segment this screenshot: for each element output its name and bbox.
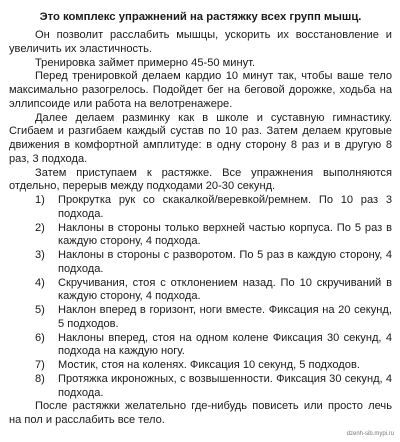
- list-item-number: 1): [35, 194, 45, 206]
- list-item-number: 5): [35, 304, 45, 316]
- list-item-text: Наклоны вперед, стоя на одном колене Фиксация 30 секунд, 4 подхода на каждую ногу.: [58, 331, 392, 358]
- list-item-number: 6): [35, 331, 45, 344]
- list-item-text: Наклоны в стороны только верхней частью корпуса. По 5 раз в каждую сторону, 4 подхода.: [58, 221, 392, 248]
- cardio-paragraph: Перед тренировкой делаем кардио 10 минут так, чтобы ваше тело максимально разогрелось. Подойдет бег на беговой дорожке, ходьба на эллипсоиде или работа на велотренажере.: [9, 70, 392, 110]
- list-item: [9, 359, 392, 373]
- list-item: [9, 304, 392, 332]
- list-item-text: Мостик, стоя на коленях. Фиксация 10 секунд, 5 подходов.: [58, 359, 360, 371]
- stretch-intro-paragraph: Затем приступаем к растяжке. Все упражнения выполняются отдельно, перерыв между подходами 20-30 секунд.: [9, 166, 392, 193]
- list-item-number: 7): [35, 359, 45, 371]
- list-item-text: Наклон вперед в горизонт, ноги вместе. Фиксация на 20 секунд, 5 подходов.: [58, 304, 392, 330]
- list-item-number: 3): [35, 249, 45, 261]
- list-item: [9, 277, 392, 305]
- document: [9, 10, 392, 428]
- list-item-number: 8): [35, 372, 45, 385]
- list-item: [9, 373, 392, 401]
- exercise-list: [9, 194, 392, 400]
- list-item-text: Протяжка икроножных, с возвышенности. Фиксация 30 секунд, 4 подхода.: [58, 372, 392, 399]
- list-item: [9, 222, 392, 250]
- list-item-number: 2): [35, 221, 45, 234]
- list-item: [9, 194, 392, 222]
- list-item: [9, 249, 392, 277]
- list-item-text: Наклоны в стороны с разворотом. По 5 раз в каждую сторону, 4 подхода.: [58, 249, 392, 275]
- list-item-text: Скручивания, стоя с отклонением назад. По 10 скручиваний в каждую сторону, 4 подхода.: [58, 276, 392, 303]
- list-item: [9, 332, 392, 360]
- duration-paragraph: Тренировка займет примерно 45-50 минут.: [35, 56, 256, 69]
- warmup-paragraph: Далее делаем разминку как в школе и суставную гимнастику. Сгибаем и разгибаем каждый сустав по 10 раз. Затем делаем круговые движения в комфортной амплитуде: в одну сторону 8 раз и в другую 8 раз, 3 подхода.: [9, 111, 392, 165]
- list-item-text: Прокрутка рук со скакалкой/веревкой/ремнем. По 10 раз 3 подхода.: [58, 194, 392, 220]
- document-title: Это комплекс упражнений на растяжку всех групп мышц.: [39, 11, 362, 23]
- closing-paragraph: После растяжки желательно где-нибудь повисеть или просто лечь на пол и расслабить все тело.: [9, 400, 392, 426]
- intro-paragraph: Он позволит расслабить мышцы, ускорить их восстановление и увеличить их эластичность.: [9, 29, 392, 55]
- watermark: dzenh-sib.mypi.ru: [346, 431, 394, 437]
- list-item-number: 4): [35, 276, 45, 289]
